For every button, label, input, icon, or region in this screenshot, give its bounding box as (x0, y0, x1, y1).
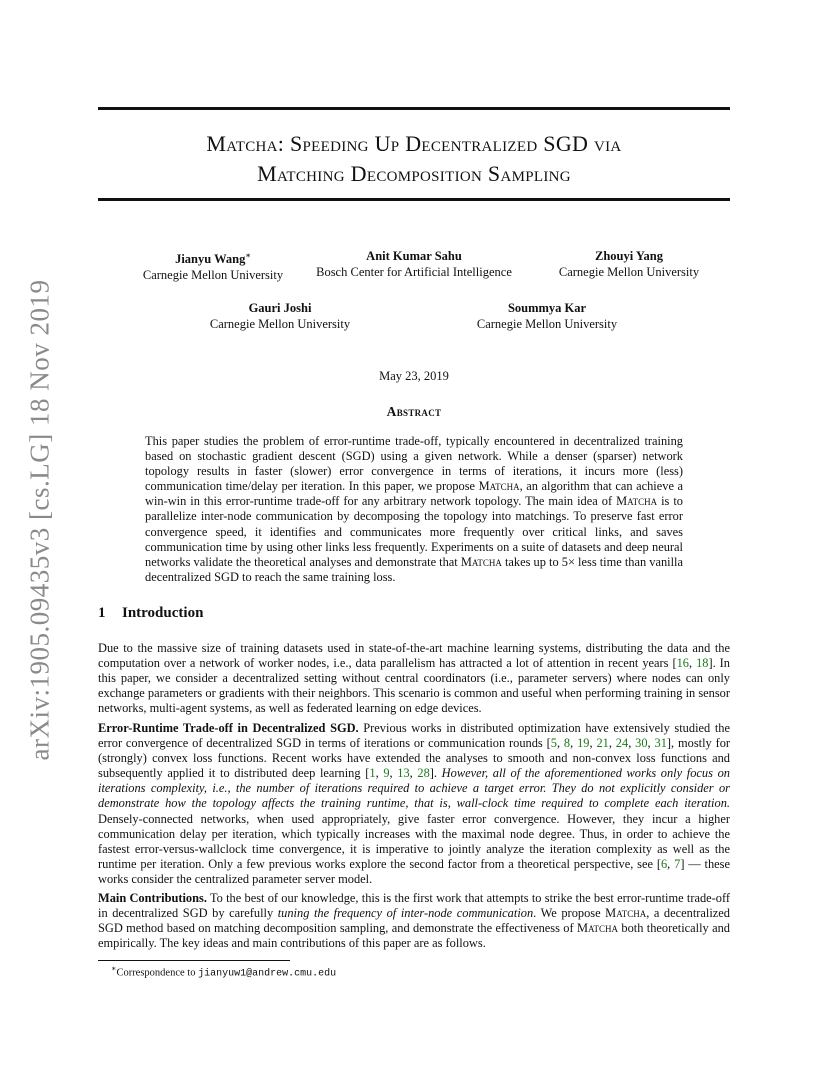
intro-paragraph-3: Main Contributions. To the best of our knowledge, this is the first work that attempts to strike the best error-runtime trade-off in decentralized SGD by carefully tuning the frequency of inter-node communication. We propose Matcha, a decentralized SGD method based on matching decomposition sampling, and demonstrate the effectiveness of Matcha both theoretically and empirically. The key ideas and main contributions of this paper are as follows. (98, 891, 730, 951)
section-title: Introduction (122, 605, 204, 621)
abstract-heading: Abstract (386, 404, 442, 419)
author-name: Anit Kumar Sahu (366, 249, 462, 263)
citation-link[interactable]: 8 (563, 736, 571, 751)
algorithm-name: Matcha (576, 921, 619, 936)
intro-paragraph-1: Due to the massive size of training datasets used in state-of-the-art machine learning systems, distributing the data and the computation over a network of worker nodes, i.e., data parallelism has attracted a lot of attention in recent years [16, 18]. In this paper, we consider a decentralized setting without central coordinators (i.e., parameter servers) where nodes can only exchange parameters or gradients with their neighbors. This scenario is common and useful when performing training in sensor networks, multi-agent systems, as well as federated learning on edge devices. (98, 641, 730, 716)
algorithm-name: Matcha (478, 479, 520, 494)
author-name: Soummya Kar (507, 301, 587, 315)
author-footnote-mark: ∗ (245, 251, 251, 260)
paragraph-lead: Main Contributions. (98, 891, 207, 905)
citation-link[interactable]: 6 (660, 856, 668, 871)
author-4 (180, 300, 380, 332)
citation-group: 5, 8, 19, 21, 24, 30, 31 (550, 736, 667, 751)
email-link[interactable]: jianyuw1@andrew.cmu.edu (198, 968, 337, 980)
author-2 (294, 248, 534, 280)
algorithm-name: Matcha (616, 494, 658, 509)
paper-date: May 23, 2019 (379, 369, 449, 383)
citation-link[interactable]: 7 (674, 856, 681, 871)
title-line-1: Matcha: Speeding Up Decentralized SGD via (206, 131, 622, 156)
citation-link[interactable]: 31 (654, 736, 667, 751)
citation-link[interactable]: 1 (369, 766, 376, 781)
citation-link[interactable]: 24 (615, 736, 629, 751)
footnote-mark: ∗ (111, 964, 117, 973)
title-rule-top (98, 107, 730, 110)
abstract-body: This paper studies the problem of error-runtime trade-off, typically encountered in decentralized training based on stochastic gradient descent (SGD) using a given network. While a denser (sparser) network topology results in faster (slower) error convergence in terms of iterations, it incurs more (less) communication time/delay per iteration. In this paper, we propose Matcha, an algorithm that can achieve a win-win in this error-runtime trade-off for any arbitrary network topology. The main idea of Matcha is to parallelize inter-node communication by decomposing the topology into matchings. To preserve fast error convergence speed, it identifies and communicates more frequently over critical links, and saves communication time by using other links less frequently. Experiments on a suite of datasets and deep neural networks validate the theoretical analyses and demonstrate that Matcha takes up to 5× less time than vanilla decentralized SGD to reach the same training loss. (145, 434, 684, 584)
author-name: Zhouyi Yang (595, 249, 663, 263)
citation-link[interactable]: 28 (417, 766, 430, 781)
intro-paragraph-2: Error-Runtime Trade-off in Decentralized SGD. Previous works in distributed optimization have extensively studied the error convergence of decentralized SGD in terms of iterations or communication rounds [5, 8, 19, 21, 24, 30, 31], mostly for (strongly) convex loss functions. Recent works have extended the analyses to smooth and non-convex loss functions and subsequently applied it to distributed deep learning [1, 9, 13, 28]. However, all of the aforementioned works only focus on iterations complexity, i.e., the number of iterations required to achieve a target error. They do not explicitly consider or demonstrate how the topology affects the training runtime, that is, wall-clock time required to complete each iteration. Densely-connected networks, when used appropriately, give faster error convergence. However, they incur a higher communication delay per iteration, which typically increases with the maximal node degree. Thus, in order to achieve the fastest error-versus-wallclock time convergence, it is imperative to jointly analyze the iteration complexity as well as the runtime per iteration. Only a few previous works explore the second factor from a theoretical perspective, see [6, 7] — these works consider the centralized parameter server model. (98, 721, 731, 886)
algorithm-name: Matcha (605, 906, 647, 921)
section-number: 1 (98, 605, 106, 621)
emphasis: tuning the frequency of inter-node communication (277, 906, 534, 921)
author-3 (529, 248, 729, 280)
footnote-rule (98, 960, 290, 961)
author-affiliation: Carnegie Mellon University (209, 317, 351, 331)
paper-title (98, 129, 730, 189)
author-affiliation: Bosch Center for Artificial Intelligence (316, 265, 512, 279)
author-5 (447, 300, 647, 332)
algorithm-name: Matcha (460, 554, 502, 569)
citation-link[interactable]: 30 (635, 736, 648, 751)
citation-group: 6, 7 (660, 856, 681, 871)
citation-group: 1, 9, 13, 28 (369, 766, 430, 781)
citation-link[interactable]: 18 (696, 656, 709, 671)
title-rule-bottom (98, 198, 730, 201)
author-1 (113, 248, 313, 283)
citation-link[interactable]: 16 (676, 656, 689, 671)
author-affiliation: Carnegie Mellon University (142, 268, 284, 283)
author-affiliation: Carnegie Mellon University (558, 265, 700, 279)
citation-link[interactable]: 13 (397, 766, 410, 781)
author-affiliation: Carnegie Mellon University (476, 317, 618, 331)
author-name: Gauri Joshi (248, 301, 312, 315)
footnote: ∗Correspondence to jianyuw1@andrew.cmu.edu (111, 964, 337, 980)
citation-link[interactable]: 5 (550, 736, 557, 751)
paragraph-lead: Error-Runtime Trade-off in Decentralized SGD. (98, 721, 359, 735)
title-line-2: Matching Decomposition Sampling (257, 161, 571, 186)
emphasis: However, all of the aforementioned works only focus on iterations complexity, i.e., the number of iterations required to achieve a target error. They do not explicitly consider or demonstrate how the topology affects the training runtime, that is, wall-clock time required to complete each iteration. (98, 766, 730, 811)
citation-link[interactable]: 9 (383, 766, 390, 781)
author-name: Jianyu Wang (175, 252, 246, 267)
citation-link[interactable]: 21 (596, 736, 609, 751)
citation-link[interactable]: 19 (577, 736, 590, 751)
arxiv-stamp: arXiv:1905.09435v3 [cs.LG] 18 Nov 2019 (24, 279, 55, 761)
section-heading (98, 605, 203, 622)
